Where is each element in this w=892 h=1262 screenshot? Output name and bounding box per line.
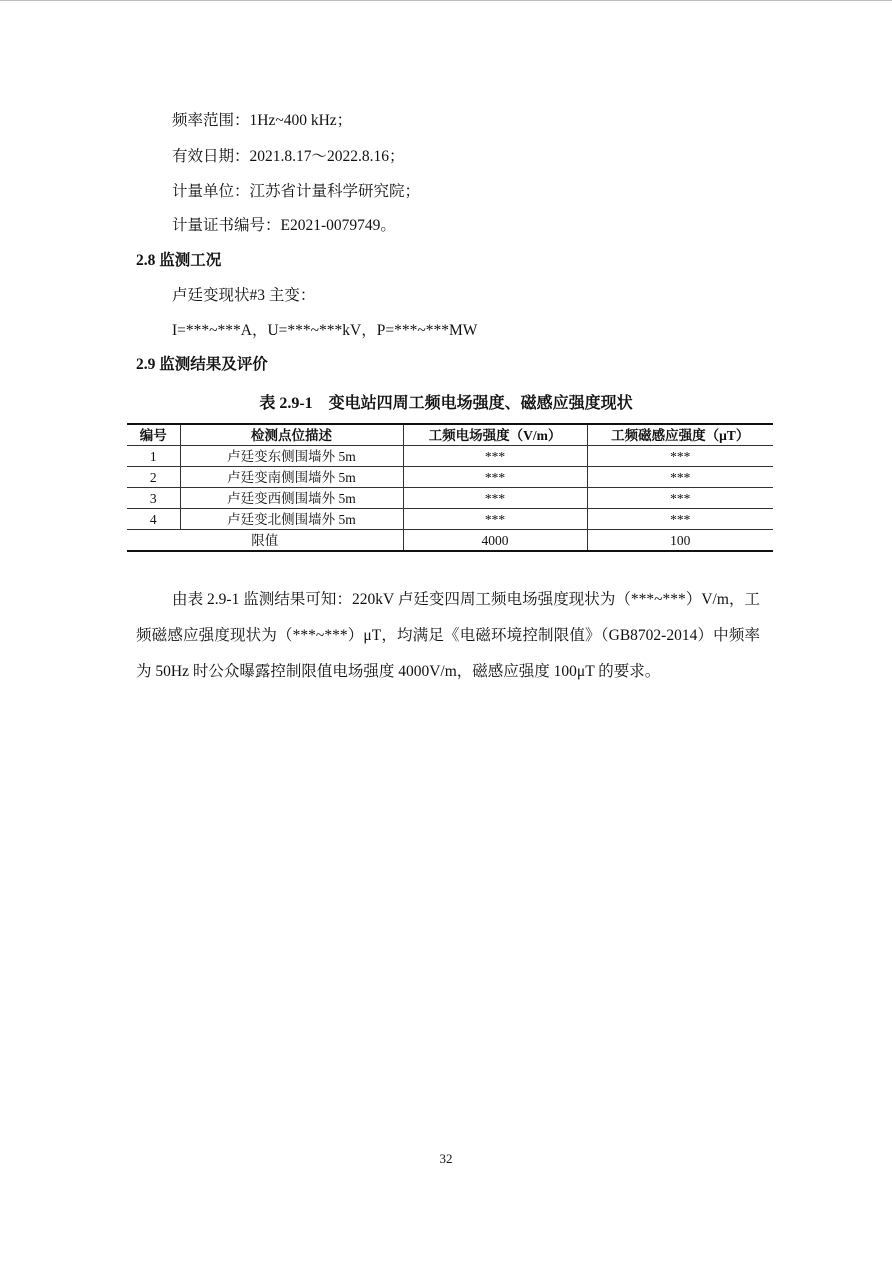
page-number: 32: [439, 1151, 453, 1166]
valid-date-line: 有效日期：2021.8.17～2022.8.16；: [172, 148, 405, 165]
section-2-9-heading: 2.9 监测结果及评价: [136, 356, 268, 373]
row-electric-field: ***: [403, 467, 587, 488]
conclusion-text: 由表 2.9-1 监测结果可知：220kV 卢廷变四周工频电场强度现状为（***~***）V/m，工频磁感应强度现状为（***~***）μT，均满足《电磁环境控制限值》（GB8702-2014）中频率为 50Hz 时公众曝露控制限值电场强度 4000V/m，磁感应强度 100μT 的要求。: [136, 591, 760, 680]
row-magnetic-induction: ***: [587, 488, 773, 509]
monitoring-results-table: [127, 423, 773, 552]
row-magnetic-induction: ***: [587, 467, 773, 488]
row-electric-field: ***: [403, 446, 587, 467]
row-magnetic-induction: ***: [587, 446, 773, 467]
certificate-number-line: 计量证书编号：E2021-0079749。: [172, 217, 396, 234]
metrology-unit-line: 计量单位：江苏省计量科学研究院；: [172, 183, 421, 200]
table-row: [127, 467, 773, 488]
table-row: [127, 488, 773, 509]
header-magnetic-induction: 工频磁感应强度（μT）: [587, 424, 773, 446]
limit-row: [127, 530, 773, 552]
header-electric-field: 工频电场强度（V/m）: [403, 424, 587, 446]
row-location: 卢廷变北侧围墙外 5m: [180, 509, 403, 530]
row-location: 卢廷变西侧围墙外 5m: [180, 488, 403, 509]
limit-electric-field: 4000: [403, 530, 587, 552]
table-header-row: [127, 424, 773, 446]
row-electric-field: ***: [403, 488, 587, 509]
page-top-border: [0, 0, 892, 1]
operating-conditions-line: I=***~***A，U=***~***kV，P=***~***MW: [172, 322, 478, 339]
header-location: 检测点位描述: [180, 424, 403, 446]
table-row: [127, 446, 773, 467]
table-caption: 表 2.9-1 变电站四周工频电场强度、磁感应强度现状: [259, 395, 633, 412]
row-number: 4: [127, 509, 180, 530]
row-magnetic-induction: ***: [587, 509, 773, 530]
limit-label: 限值: [127, 530, 403, 552]
header-number: 编号: [127, 424, 180, 446]
limit-magnetic-induction: 100: [587, 530, 773, 552]
row-location: 卢廷变南侧围墙外 5m: [180, 467, 403, 488]
row-number: 3: [127, 488, 180, 509]
conclusion-paragraph: [136, 582, 760, 690]
row-number: 1: [127, 446, 180, 467]
table-row: [127, 509, 773, 530]
row-number: 2: [127, 467, 180, 488]
row-electric-field: ***: [403, 509, 587, 530]
main-transformer-line: 卢廷变现状#3 主变：: [172, 287, 316, 304]
section-2-8-heading: 2.8 监测工况: [136, 252, 222, 269]
frequency-range-line: 频率范围：1Hz~400 kHz；: [172, 112, 353, 129]
row-location: 卢廷变东侧围墙外 5m: [180, 446, 403, 467]
